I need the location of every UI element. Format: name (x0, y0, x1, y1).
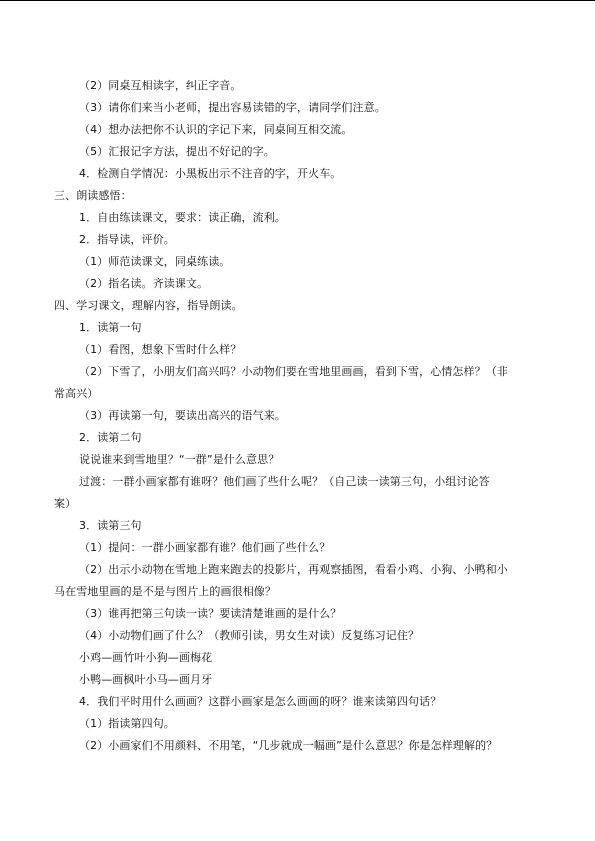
text-line: 1．读第一句 (79, 321, 142, 334)
text-line: 2．指导读，评价。 (79, 233, 175, 246)
text-line: （2）指名读。齐读课文。 (79, 277, 209, 290)
text-line: 4．我们平时用什么画画？这群小画家是怎么画画的呀？谁来读第四句话？ (79, 695, 442, 708)
text-line: 小鸭—画枫叶小马—画月牙 (79, 673, 213, 686)
section-heading: 四、学习课文，理解内容，指导朗读。 (54, 299, 243, 312)
section-heading: 三、朗读感悟： (54, 189, 132, 202)
text-line: （4）小动物们画了什么？（教师引读，男女生对读）反复练习记住？ (79, 629, 420, 642)
text-line: 4．检测自学情况：小黑板出示不注音的字，开火车。 (79, 167, 342, 180)
text-line: （3）再读第一句，要读出高兴的语气来。 (79, 409, 286, 422)
text-line: （2）下雪了，小朋友们高兴吗？小动物们要在雪地里画画，看到下雪，心情怎样？（非 (79, 365, 508, 378)
text-line: （3）谁再把第三句读一读？要读清楚谁画的是什么？ (79, 607, 342, 620)
text-line: （2）出示小动物在雪地上跑来跑去的投影片，再观察插图，看看小鸡、小狗、小鸭和小 (79, 563, 508, 576)
text-line: 3．读第三句 (79, 519, 142, 532)
text-line: （1）师范读课文，同桌练读。 (79, 255, 231, 268)
text-line: （5）汇报记字方法，提出不好记的字。 (79, 145, 275, 158)
text-line: 案） (54, 497, 77, 510)
text-line: （1）提问：一群小画家都有谁？他们画了些什么？ (79, 541, 331, 554)
text-line: 小鸡—画竹叶小狗—画梅花 (79, 651, 213, 664)
text-line: （2）小画家们不用颜料、不用笔，“几步就成一幅画”是什么意思？你是怎样理解的？ (79, 739, 498, 752)
text-line: （1）指读第四句。 (79, 717, 175, 730)
text-line: （4）想办法把你不认识的字记下来，同桌间互相交流。 (79, 123, 353, 136)
text-line: 2．读第二句 (79, 431, 142, 444)
text-line: 1．自由练读课文，要求：读正确，流利。 (79, 211, 286, 224)
text-line: （3）请你们来当小老师，提出容易读错的字，请同学们注意。 (79, 101, 386, 114)
text-line: 马在雪地里画的是不是与图片上的画很相像？ (54, 585, 276, 598)
text-line: （2）同桌互相读字，纠正字音。 (79, 79, 242, 92)
text-line: （1）看图，想象下雪时什么样？ (79, 343, 242, 356)
text-line: 过渡：一群小画家都有谁呀？他们画了些什么呢？（自己读一读第三句，小组讨论答 (79, 475, 490, 488)
text-line: 说说谁来到雪地里？“一群”是什么意思？ (79, 453, 280, 466)
text-line: 常高兴） (54, 387, 99, 400)
